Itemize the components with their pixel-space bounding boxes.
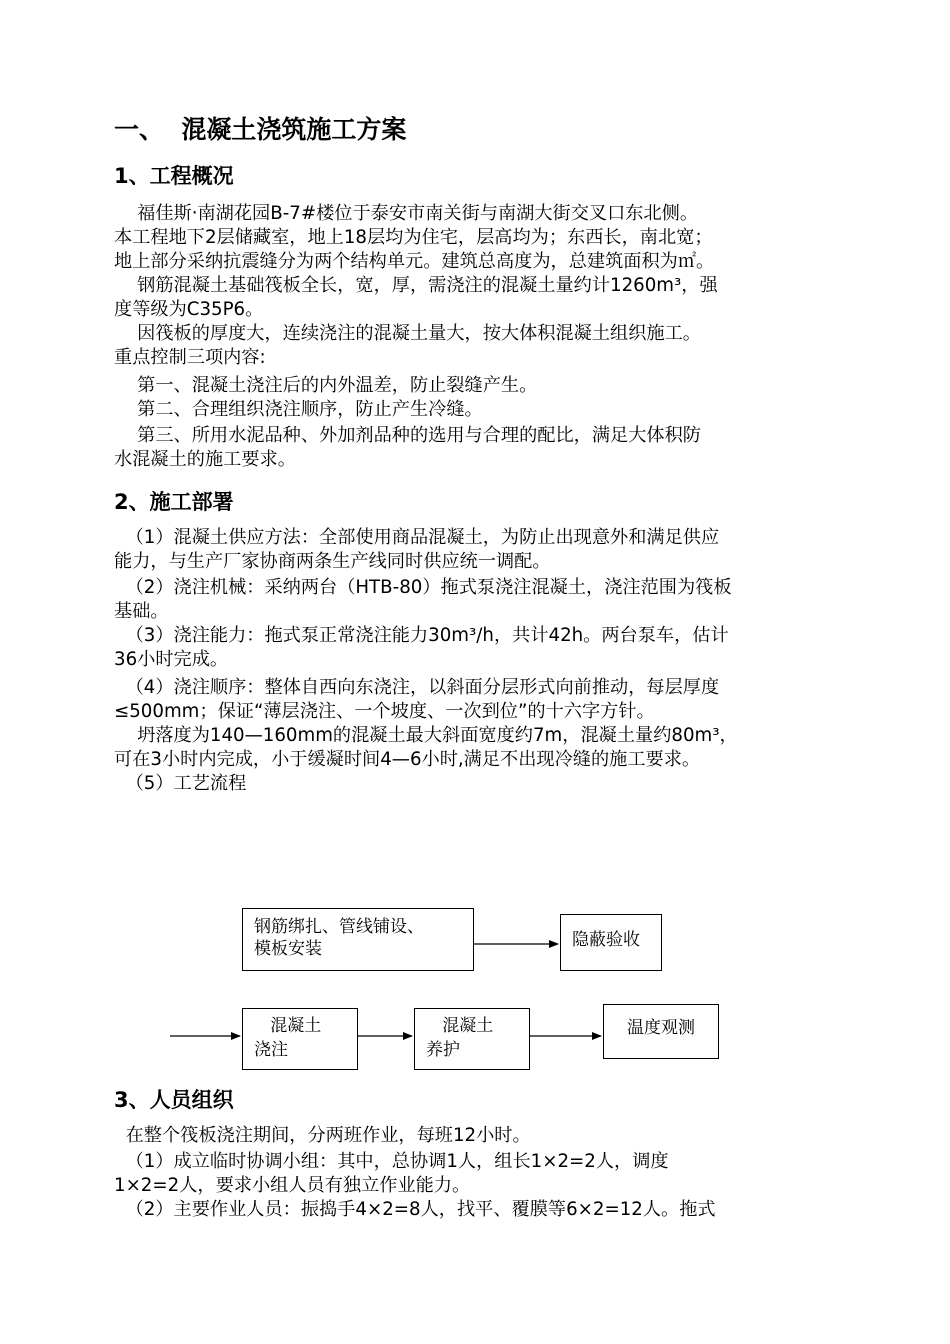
flow-box-curing-line2: 养护 [426, 1040, 460, 1060]
overview-line: 第一、混凝土浇注后的内外温差，防止裂缝产生。 [114, 375, 538, 396]
flow-box-temperature-label: 温度观测 [627, 1018, 695, 1038]
flow-box-rebar-line2: 模板安装 [254, 939, 322, 959]
deployment-line: 能力，与生产厂家协商两条生产线同时供应统一调配。 [114, 551, 551, 572]
deployment-line: ≤500mm；保证“薄层浇注、一个坡度、一次到位”的十六字方针。 [114, 701, 655, 722]
flow-box-pouring-line2: 浇注 [254, 1040, 288, 1060]
overview-line: 第二、合理组织浇注顺序，防止产生冷缝。 [114, 399, 483, 420]
flow-box-rebar-line1: 钢筋绑扎、管线铺设、 [254, 917, 424, 937]
section-heading-staffing: 3、人员组织 [114, 1088, 234, 1112]
deployment-line: （2）浇注机械：采纳两台（HTB-80）拖式泵浇注混凝土，浇注范围为筏板 [114, 577, 732, 598]
deployment-line: （5）工艺流程 [114, 773, 247, 794]
section-heading-overview: 1、工程概况 [114, 164, 234, 188]
overview-line: 水混凝土的施工要求。 [114, 449, 296, 470]
overview-line: 重点控制三项内容: [114, 347, 266, 368]
overview-line: 钢筋混凝土基础筏板全长，宽，厚，需浇注的混凝土量约计1260m³，强 [114, 275, 718, 296]
document-title: 一、 混凝土浇筑施工方案 [114, 115, 407, 144]
flow-box-pouring-line1: 混凝土 [254, 1016, 322, 1036]
deployment-line: （3）浇注能力：拖式泵正常浇注能力30m³/h，共计42h。两台泵车，估计 [114, 625, 729, 646]
deployment-line: 36小时完成。 [114, 649, 229, 670]
flow-box-curing-line1: 混凝土 [426, 1016, 494, 1036]
overview-line: 第三、所用水泥品种、外加剂品种的选用与合理的配比，满足大体积防 [114, 425, 701, 446]
overview-line: 因筏板的厚度大，连续浇注的混凝土量大，按大体积混凝土组织施工。 [114, 323, 701, 344]
deployment-line: （4）浇注顺序：整体自西向东浇注，以斜面分层形式向前推动，每层厚度 [114, 677, 720, 698]
deployment-line: 基础。 [114, 601, 169, 622]
staffing-line: 在整个筏板浇注期间，分两班作业，每班12小时。 [114, 1125, 531, 1146]
staffing-line: 1×2=2人，要求小组人员有独立作业能力。 [114, 1175, 471, 1196]
section-heading-deployment: 2、施工部署 [114, 490, 234, 514]
staffing-line: （2）主要作业人员：振捣手4×2=8人，找平、覆膜等6×2=12人。拖式 [114, 1199, 716, 1220]
overview-line: 本工程地下2层储藏室，地上18层均为住宅，层高均为；东西长，南北宽； [114, 227, 713, 248]
overview-line: 福佳斯·南湖花园B-7#楼位于泰安市南关街与南湖大街交叉口东北侧。 [114, 203, 699, 224]
overview-line: 度等级为C35P6。 [114, 299, 264, 320]
flow-box-inspection-label: 隐蔽验收 [572, 930, 640, 950]
overview-line: 地上部分采纳抗震缝分为两个结构单元。建筑总高度为，总建筑面积为㎡。 [114, 251, 715, 272]
staffing-line: （1）成立临时协调小组：其中，总协调1人，组长1×2=2人，调度 [114, 1151, 669, 1172]
deployment-line: （1）混凝土供应方法：全部使用商品混凝土，为防止出现意外和满足供应 [114, 527, 720, 548]
deployment-line: 坍落度为140—160mm的混凝土最大斜面宽度约7m，混凝土量约80m³， [114, 725, 738, 746]
deployment-line: 可在3小时内完成，小于缓凝时间4—6小时,满足不出现冷缝的施工要求。 [114, 749, 701, 770]
